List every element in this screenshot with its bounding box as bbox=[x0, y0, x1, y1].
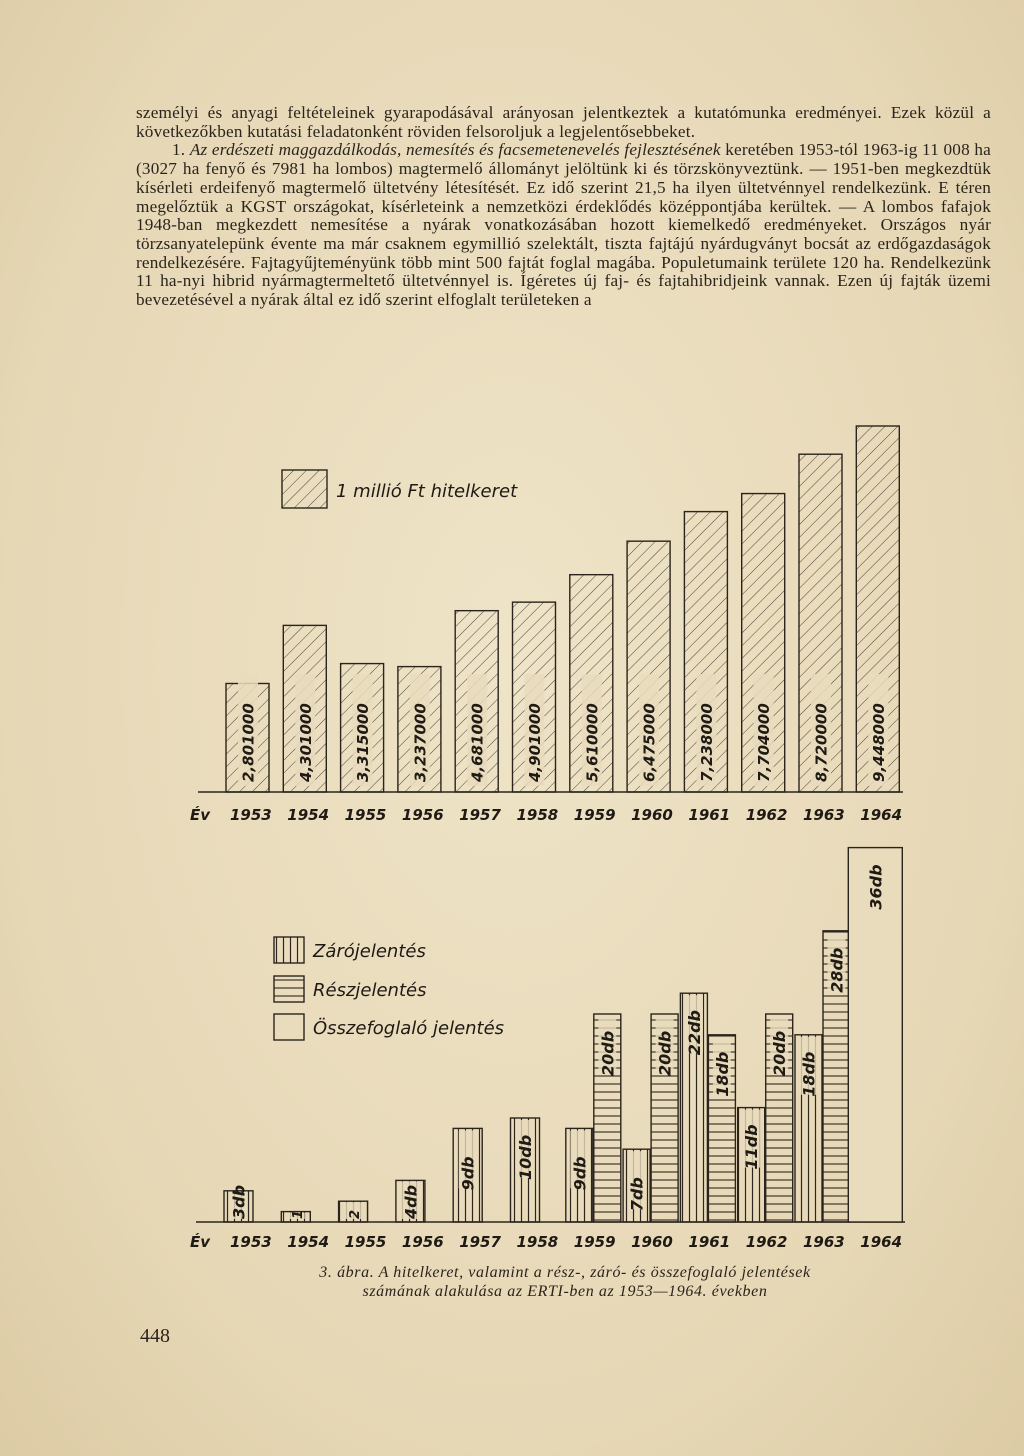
x-tick-label: 1960 bbox=[631, 806, 673, 824]
section-text: keretében 1953-tól 1963-ig 11 008 ha (3027 ha fenyő és 7981 ha lombos) magtermelő állományt jelöltünk ki és törzskönyveztünk. — 1951-ben megkezdtük kísérleti erdeifenyő magtermelő ültetvény létesítését. Ez idő szerint 21,5 ha ilyen ültetvénnyel rendelkezünk. E téren megelőztük a KGST országokat, kísérleteink a nemzetközi érdeklődés középpontjába kerültek. — A lombos fafajok 1948-ban megkezdett nemesítése a nyárak vonatkozásában hozott kiemelkedő eredményeket. Országos nyár törzsanyatelepünk évente ma már csaknem egymillió szelektált, tiszta fajtájú nyárdugványt bocsát az erdőgazdaságok rendelkezésére. Fajtagyűjteményünk több mint 500 fajtát foglal magába. Populetumaink területe 120 ha. Rendelkezünk 11 ha-nyi hibrid nyármagtermeltető ültetvénnyel is. Ígéretes új faj- és fajtahibridjeink vannak. Ezen új fajták üzemi bevezetésével a nyárak által ez idő szerint elfoglalt területeken a bbox=[136, 140, 992, 310]
bar-value-label: 7,238000 bbox=[697, 703, 716, 782]
legend-label: Részjelentés bbox=[313, 980, 427, 1001]
x-tick-label: 1956 bbox=[401, 806, 444, 824]
x-tick-label: 1964 bbox=[860, 806, 903, 824]
x-tick-label: 1955 bbox=[344, 1233, 387, 1251]
bar-value-label: 4,301000 bbox=[296, 703, 315, 782]
caption-line-2: számának alakulása az ERTI-ben az 1953—1964. években bbox=[362, 1283, 768, 1300]
bar-value-label: 5,610000 bbox=[583, 703, 602, 782]
x-axis-label: Év bbox=[190, 1233, 211, 1251]
x-tick-label: 1957 bbox=[459, 1233, 501, 1251]
legend-label: 1 millió Ft hitelkeret bbox=[336, 481, 518, 502]
bar-value-label: 18db bbox=[799, 1051, 819, 1097]
bar-value-label: 20db bbox=[598, 1030, 618, 1076]
x-tick-label: 1953 bbox=[230, 1233, 272, 1251]
x-tick-label: 1958 bbox=[516, 806, 559, 824]
bar-value-label: 2 bbox=[348, 1209, 364, 1219]
bar-value-label: 22db bbox=[684, 1010, 704, 1056]
caption-line-1: 3. ábra. A hitelkeret, valamint a rész-, záró- és összefoglaló jelentések bbox=[319, 1264, 811, 1281]
bar-value-label: 7db bbox=[627, 1177, 647, 1212]
bar-value-label: 20db bbox=[655, 1030, 675, 1076]
bar-value-label: 11db bbox=[742, 1124, 762, 1170]
section-number: 1. bbox=[172, 140, 186, 160]
credit-limit-chart bbox=[190, 426, 903, 824]
x-tick-label: 1959 bbox=[573, 806, 616, 824]
figure-caption bbox=[140, 1263, 990, 1301]
legend-swatch bbox=[274, 1014, 304, 1040]
x-tick-label: 1961 bbox=[688, 1233, 731, 1251]
x-tick-label: 1955 bbox=[344, 806, 387, 824]
page-number: 448 bbox=[140, 1325, 170, 1347]
bar-value-label: 28db bbox=[827, 947, 847, 993]
x-tick-label: 1964 bbox=[860, 1233, 903, 1251]
x-tick-label: 1961 bbox=[688, 806, 731, 824]
bar-value-label: 18db bbox=[712, 1051, 732, 1097]
bar-value-label: 2,801000 bbox=[239, 703, 258, 782]
x-tick-label: 1957 bbox=[459, 806, 501, 824]
x-tick-label: 1963 bbox=[803, 806, 845, 824]
x-tick-label: 1963 bbox=[803, 1233, 845, 1251]
bar-value-label: 3,237000 bbox=[411, 703, 430, 782]
bar-value-label: 6,475000 bbox=[640, 703, 659, 782]
bar-value-label: 10db bbox=[516, 1134, 535, 1180]
x-tick-label: 1962 bbox=[745, 1233, 788, 1251]
bar-value-label: 36db bbox=[866, 864, 886, 910]
legend-swatch bbox=[274, 976, 304, 1002]
x-tick-label: 1956 bbox=[401, 1233, 444, 1251]
bar-value-label: 4db bbox=[401, 1184, 421, 1219]
legend-swatch bbox=[274, 937, 304, 963]
legend-swatch bbox=[282, 470, 327, 508]
bar-value-label: 4,681000 bbox=[468, 703, 487, 782]
bar-value-label: 3,315000 bbox=[354, 703, 373, 782]
bar-value-label: 20db bbox=[770, 1030, 790, 1076]
x-tick-label: 1959 bbox=[573, 1233, 616, 1251]
x-tick-label: 1953 bbox=[230, 806, 272, 824]
section-title: Az erdészeti maggazdálkodás, nemesítés és facsemetenevelés fejlesztésének bbox=[189, 140, 721, 160]
bar-value-label: 7,704000 bbox=[755, 703, 774, 782]
reports-chart bbox=[190, 848, 905, 1251]
legend-label: Zárójelentés bbox=[313, 941, 426, 962]
bar-value-label: 1 bbox=[290, 1209, 306, 1219]
bar-value-label: 9db bbox=[570, 1156, 590, 1191]
x-tick-label: 1954 bbox=[287, 806, 330, 824]
bar-value-label: 9,448000 bbox=[869, 703, 888, 782]
paragraph-intro: személyi és anyagi feltételeinek gyarapodásával arányosan jelentkeztek a kutatómunka eredményei. Ezek közül a következőkben kutatási feladatonként röviden felsoroljuk a legjelentősebbeket. bbox=[136, 103, 991, 141]
x-tick-label: 1954 bbox=[287, 1233, 330, 1251]
bar-value-label: 4,901000 bbox=[526, 703, 544, 782]
x-tick-label: 1960 bbox=[631, 1233, 673, 1251]
legend-label: Összefoglaló jelentés bbox=[313, 1018, 505, 1039]
bar-value-label: 8,720000 bbox=[812, 703, 831, 782]
x-axis-label: Év bbox=[190, 806, 211, 824]
x-tick-label: 1958 bbox=[516, 1233, 559, 1251]
x-tick-label: 1962 bbox=[745, 806, 788, 824]
bar-value-label: 3db bbox=[229, 1184, 249, 1219]
bar-value-label: 9db bbox=[458, 1156, 478, 1191]
